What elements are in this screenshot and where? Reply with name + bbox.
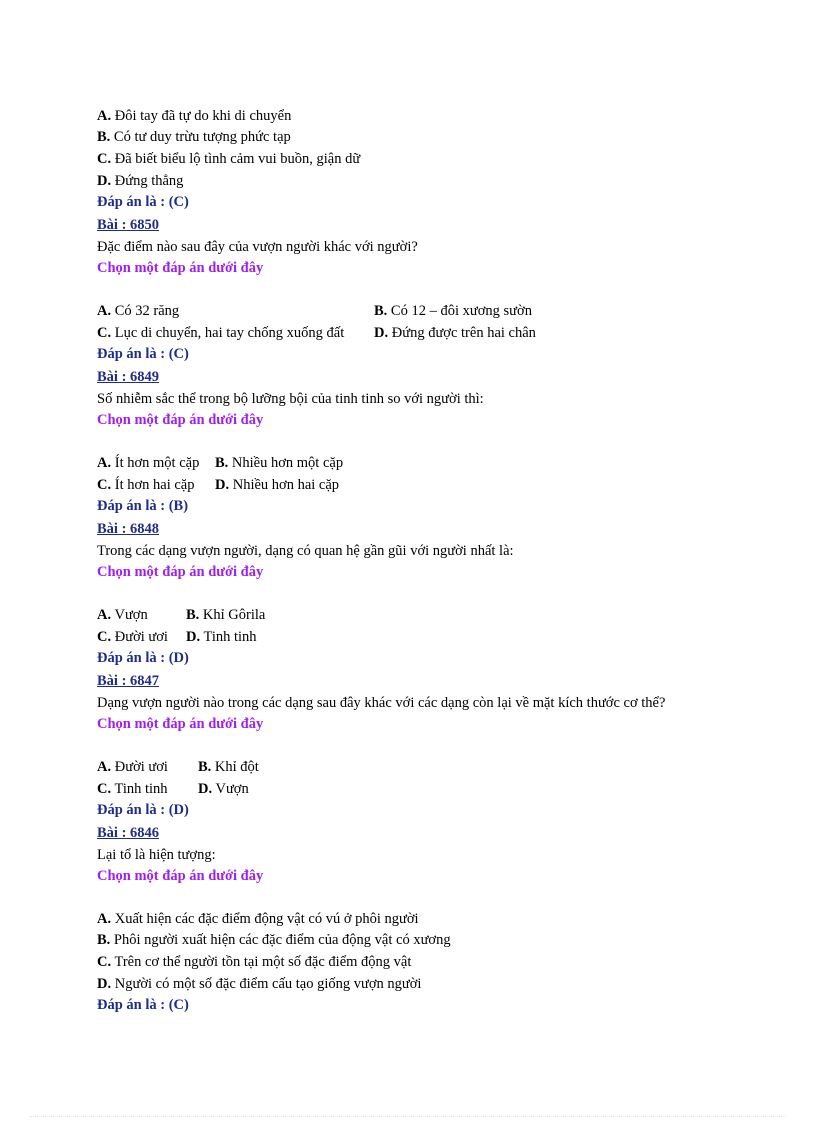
choose-prompt: Chọn một đáp án dưới đây xyxy=(97,260,264,276)
question-link-6847[interactable]: Bài : 6847 xyxy=(97,673,160,689)
option-d: D. Nhiều hơn hai cặp xyxy=(215,477,340,493)
question-text: Trong các dạng vượn người, dạng có quan hệ gần gũi với người nhất là: xyxy=(97,543,514,559)
option-b: B. Nhiều hơn một cặp xyxy=(215,455,344,471)
option-b: B. Khỉ đột xyxy=(198,759,259,775)
question-link-6849[interactable]: Bài : 6849 xyxy=(97,369,160,385)
question-link-6850[interactable]: Bài : 6850 xyxy=(97,217,160,233)
option-d: D. Vượn xyxy=(198,781,249,797)
option-d: D. Đứng thẳng xyxy=(97,173,184,189)
option-a: A. Xuất hiện các đặc điểm động vật có vú ở phôi người xyxy=(97,911,419,927)
choose-prompt: Chọn một đáp án dưới đây xyxy=(97,564,264,580)
option-c: C. Lục di chuyển, hai tay chống xuống đất xyxy=(97,325,345,341)
option-c: C. Đười ươi xyxy=(97,629,168,645)
answer-line: Đáp án là : (C) xyxy=(97,346,189,362)
question-link-6846[interactable]: Bài : 6846 xyxy=(97,825,160,841)
answer-line: Đáp án là : (D) xyxy=(97,650,189,666)
option-d: D. Người có một số đặc điểm cấu tạo giống vượn người xyxy=(97,976,422,992)
page-divider xyxy=(30,1116,786,1117)
option-c: C. Ít hơn hai cặp xyxy=(97,477,195,493)
option-b: B. Có 12 – đôi xương sườn xyxy=(374,303,532,319)
option-c: C. Tinh tinh xyxy=(97,781,168,797)
option-b: B. Khỉ Gôrila xyxy=(186,607,266,623)
answer-line: Đáp án là : (C) xyxy=(97,194,189,210)
option-b: B. Phôi người xuất hiện các đặc điểm của động vật có xương xyxy=(97,932,451,948)
question-link-6848[interactable]: Bài : 6848 xyxy=(97,521,160,537)
option-a: A. Có 32 răng xyxy=(97,303,180,319)
choose-prompt: Chọn một đáp án dưới đây xyxy=(97,412,264,428)
question-text: Đặc điểm nào sau đây của vượn người khác với người? xyxy=(97,239,418,255)
option-a: A. Vượn xyxy=(97,607,148,623)
option-d: D. Tinh tinh xyxy=(186,629,257,645)
option-d: D. Đứng được trên hai chân xyxy=(374,325,536,341)
question-text: Số nhiễm sắc thể trong bộ lưỡng bội của tinh tinh so với người thì: xyxy=(97,391,484,407)
answer-line: Đáp án là : (C) xyxy=(97,997,189,1013)
choose-prompt: Chọn một đáp án dưới đây xyxy=(97,868,264,884)
question-text: Lại tổ là hiện tượng: xyxy=(97,847,216,863)
option-a: A. Đôi tay đã tự do khi di chuyển xyxy=(97,108,292,124)
question-text: Dạng vượn người nào trong các dạng sau đây khác với các dạng còn lại về mặt kích thước cơ thể? xyxy=(97,695,666,711)
answer-line: Đáp án là : (D) xyxy=(97,802,189,818)
option-b: B. Có tư duy trừu tượng phức tạp xyxy=(97,129,291,145)
option-c: C. Trên cơ thể người tồn tại một số đặc điểm động vật xyxy=(97,954,412,970)
option-a: A. Đười ươi xyxy=(97,759,168,775)
choose-prompt: Chọn một đáp án dưới đây xyxy=(97,716,264,732)
option-c: C. Đã biết biểu lộ tình cảm vui buồn, giận dữ xyxy=(97,151,361,167)
option-a: A. Ít hơn một cặp xyxy=(97,455,200,471)
answer-line: Đáp án là : (B) xyxy=(97,498,189,514)
